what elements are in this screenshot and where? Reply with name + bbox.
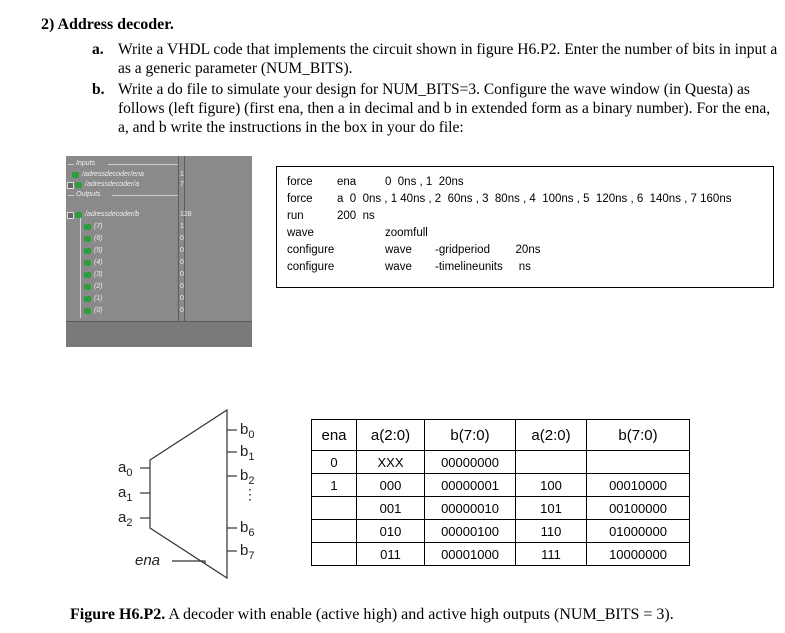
signal-icon — [72, 172, 79, 178]
table-cell: 00000001 — [425, 474, 516, 497]
enable-label: ena — [135, 552, 161, 569]
figure-caption — [70, 606, 674, 624]
header-a: a(2:0) — [357, 420, 425, 451]
table-cell: 00000000 — [425, 451, 516, 474]
table-row — [312, 520, 690, 543]
code-arg: 200 ns — [337, 210, 375, 222]
signal-icon — [84, 272, 91, 278]
table-row — [312, 474, 690, 497]
wave-bit-value: 0 — [180, 271, 184, 278]
table-cell: 100 — [516, 474, 587, 497]
problem-heading: 2) Address decoder. — [41, 16, 174, 33]
table-cell: 01000000 — [587, 520, 690, 543]
table-cell — [516, 451, 587, 474]
wave-bit-name[interactable]: (2) — [94, 283, 103, 290]
wave-bit-name[interactable]: (7) — [94, 223, 103, 230]
code-keyword: force — [287, 176, 313, 188]
table-row — [312, 497, 690, 520]
wave-bit-value: 0 — [180, 259, 184, 266]
caption-label: Figure H6.P2. — [70, 606, 166, 623]
truth-table — [311, 419, 690, 566]
code-keyword: configure — [287, 261, 335, 273]
code-keyword: run — [287, 210, 304, 222]
signal-icon — [84, 260, 91, 266]
table-cell: 00000010 — [425, 497, 516, 520]
output-label-b7: $b_7$ — [240, 542, 255, 562]
wave-bit-name[interactable]: (4) — [94, 259, 103, 266]
table-cell: 10000000 — [587, 543, 690, 566]
output-label-b2: $b_2$ — [240, 467, 255, 487]
wave-bit-name[interactable]: (0) — [94, 307, 103, 314]
decoder-block — [150, 410, 227, 578]
table-cell: 011 — [357, 543, 425, 566]
code-keyword: force — [287, 193, 313, 205]
table-cell: 101 — [516, 497, 587, 520]
wave-signal-value: 7 — [180, 181, 184, 188]
table-cell — [587, 451, 690, 474]
item-text: Write a VHDL code that implements the circuit shown in figure H6.P2. Enter the number of bits in input a as a generic parameter (NUM_BITS). — [118, 41, 778, 77]
wave-bit-name[interactable]: (1) — [94, 295, 103, 302]
table-cell — [312, 520, 357, 543]
wave-signal-name[interactable]: /adressdecoder/ena — [82, 171, 144, 178]
input-label-a2: $a_2$ — [118, 509, 133, 529]
table-cell: 010 — [357, 520, 425, 543]
wave-signal-value: 1 — [180, 171, 184, 178]
wave-bit-value: 0 — [180, 295, 184, 302]
header-b: b(7:0) — [425, 420, 516, 451]
code-keyword: wave — [287, 227, 314, 239]
signal-icon — [84, 224, 91, 230]
wave-bit-value: 0 — [180, 247, 184, 254]
input-label-a1: $a_1$ — [118, 484, 133, 504]
do-file-box — [276, 166, 774, 288]
wave-window — [66, 156, 252, 346]
code-arg: a 0 0ns , 1 40ns , 2 60ns , 3 80ns , 4 100ns , 5 120ns , 6 140ns , 7 160ns — [337, 193, 732, 205]
wave-signal-name[interactable]: /adressdecoder/b — [85, 211, 140, 218]
code-arg: zoomfull — [385, 227, 428, 239]
wave-bit-value: 0 — [180, 283, 184, 290]
wave-bit-name[interactable]: (6) — [94, 235, 103, 242]
output-label-b0: $b_0$ — [240, 421, 255, 441]
signal-icon — [84, 296, 91, 302]
table-row — [312, 543, 690, 566]
table-cell: 00000100 — [425, 520, 516, 543]
inputs-divider: Inputs — [76, 160, 96, 167]
signal-icon — [84, 308, 91, 314]
item-text: Write a do file to simulate your design for NUM_BITS=3. Configure the wave window (in Questa) as follows (left figure) (first ena, then a in decimal and b in extended form as a binary number). For the ena, a, and b write the instructions in the box in your do file: — [118, 81, 771, 136]
code-arg: ena — [337, 176, 357, 188]
header-a: a(2:0) — [516, 420, 587, 451]
table-row — [312, 451, 690, 474]
table-cell: 111 — [516, 543, 587, 566]
output-label-b6: $b_6$ — [240, 519, 255, 539]
wave-signal-value: 128 — [180, 211, 192, 218]
table-cell: 0 — [312, 451, 357, 474]
table-cell — [312, 497, 357, 520]
table-cell: 00010000 — [587, 474, 690, 497]
collapse-icon[interactable] — [67, 212, 74, 219]
table-cell: 00001000 — [425, 543, 516, 566]
signal-icon — [84, 284, 91, 290]
input-label-a0: $a_0$ — [118, 459, 133, 479]
expand-icon[interactable] — [67, 182, 74, 189]
wave-bit-value: 0 — [180, 307, 184, 314]
code-arg: 0 0ns , 1 20ns — [385, 176, 464, 188]
output-ellipsis: ⋮ — [243, 486, 257, 502]
signal-icon — [84, 236, 91, 242]
signal-icon — [75, 182, 82, 188]
signal-icon — [84, 248, 91, 254]
item-label: a. — [92, 41, 104, 58]
wave-signal-name[interactable]: /adressdecoder/a — [85, 181, 140, 188]
wave-bit-name[interactable]: (3) — [94, 271, 103, 278]
outputs-divider: Outputs — [76, 191, 101, 198]
wave-window-footer — [66, 321, 252, 347]
table-cell: 000 — [357, 474, 425, 497]
code-arg: wave — [385, 261, 412, 273]
table-cell: 001 — [357, 497, 425, 520]
code-arg: -gridperiod 20ns — [435, 244, 541, 256]
code-keyword: configure — [287, 244, 335, 256]
table-cell: XXX — [357, 451, 425, 474]
header-ena: ena — [312, 420, 357, 451]
output-label-b1: $b_1$ — [240, 443, 255, 463]
caption-text: A decoder with enable (active high) and active high outputs (NUM_BITS = 3). — [165, 606, 674, 623]
wave-bit-value: 0 — [180, 235, 184, 242]
table-cell: 110 — [516, 520, 587, 543]
wave-bit-value: 1 — [180, 223, 184, 230]
code-arg: wave — [385, 244, 412, 256]
table-cell: 00100000 — [587, 497, 690, 520]
item-label: b. — [92, 81, 105, 98]
table-cell — [312, 543, 357, 566]
table-cell: 1 — [312, 474, 357, 497]
enable-line — [172, 561, 205, 564]
code-arg: -timelineunits ns — [435, 261, 531, 273]
wave-bit-name[interactable]: (5) — [94, 247, 103, 254]
header-b: b(7:0) — [587, 420, 690, 451]
